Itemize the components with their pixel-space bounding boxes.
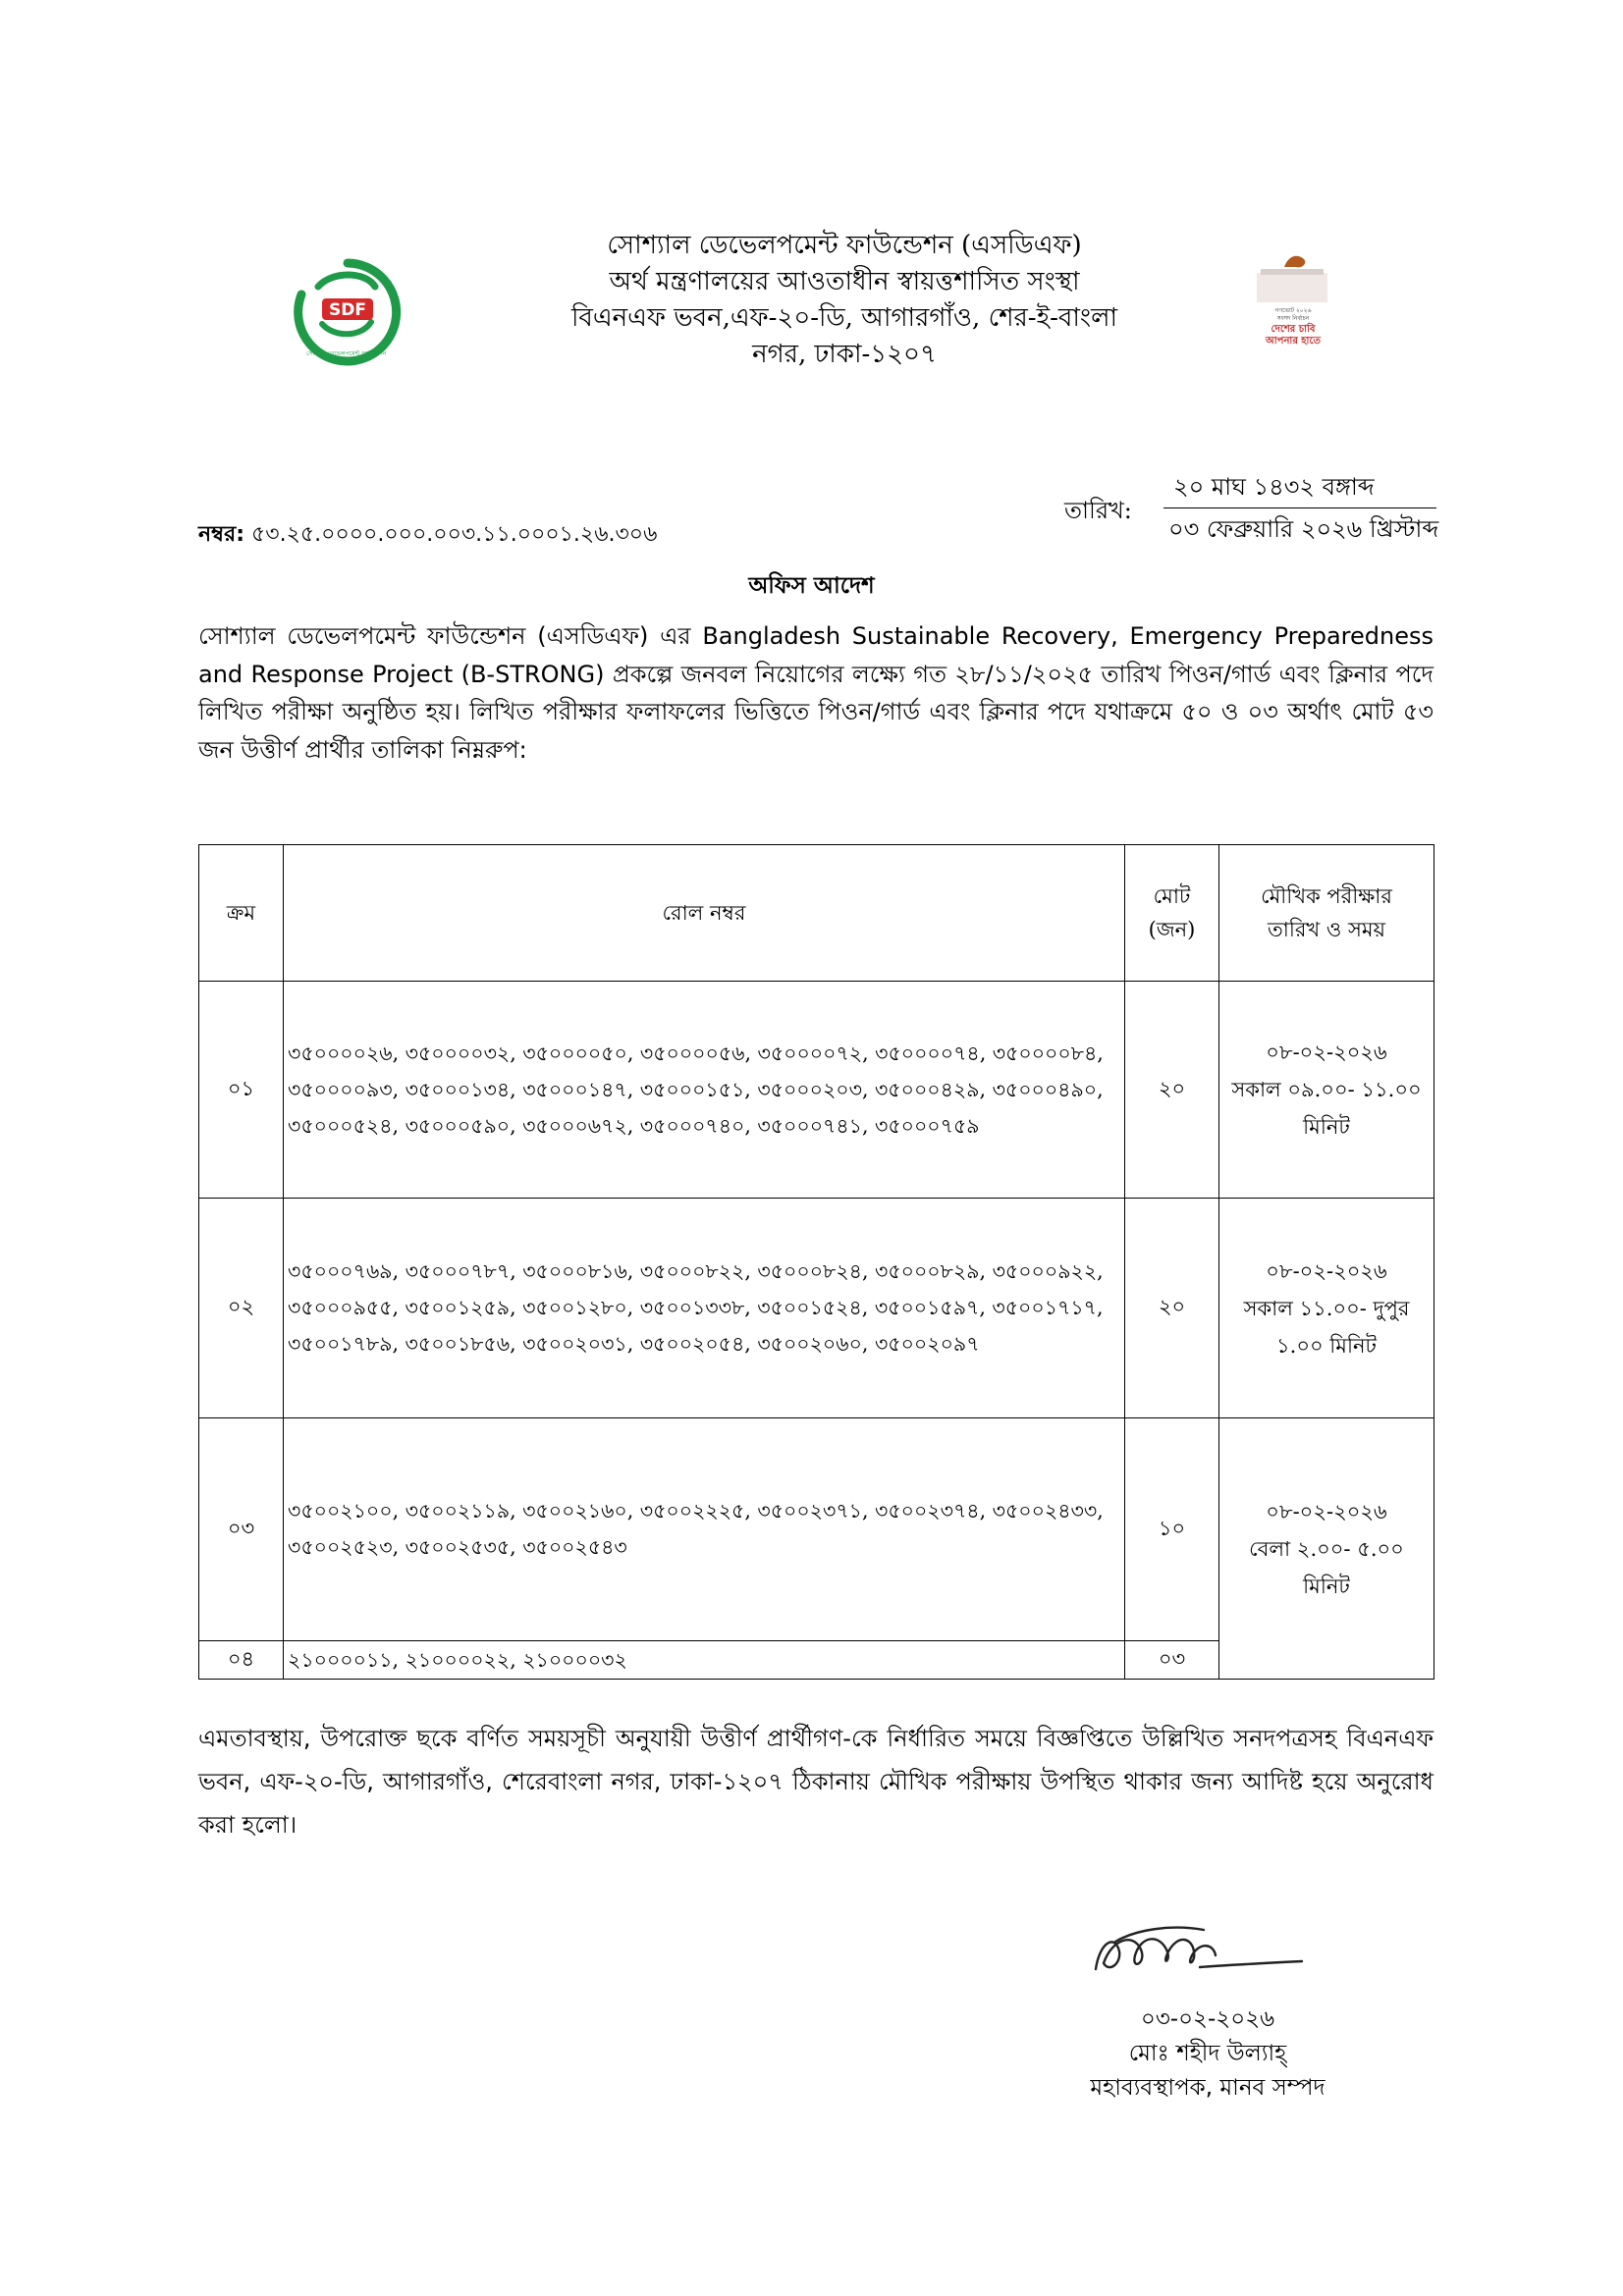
date-label: তারিখ: [1064,497,1132,524]
row-rolls: ২১০০০০১১, ২১০০০০২২, ২১০০০০৩২ [284,1641,1125,1680]
row-serial: ০৩ [199,1418,284,1641]
election-logo-line4: আপনার হাতে [1266,336,1321,347]
election-logo [1239,247,1347,359]
row-serial: ০২ [199,1199,284,1418]
row-viva-schedule [1219,1418,1434,1680]
row-total: ২০ [1125,1199,1219,1418]
memo-number-value: ৫৩.২৫.০০০০.০০০.০০৩.১১.০০০১.২৬.৩০৬ [251,522,658,547]
row-rolls: ৩৫০০০০২৬, ৩৫০০০০৩২, ৩৫০০০০৫০, ৩৫০০০০৫৬, ৩৫০০০০৭২, ৩৫০০০০৭৪, ৩৫০০০০৮৪, ৩৫০০০০৯৩, ৩৫০০০১৩৪, ৩৫০০০১৪৭, ৩৫০০০১৫১, ৩৫০০০২০৩, ৩৫০০০৪২৯, ৩৫০০০৪৯০, ৩৫০০০৫২৪, ৩৫০০০৫৯০, ৩৫০০০৬৭২, ৩৫০০০৭৪০, ৩৫০০০৭৪১, ৩৫০০০৭৫৯ [284,982,1125,1199]
signatory-name: মোঃ শহীদ উল্যাহ্ [1128,2041,1287,2066]
org-address-line2: নগর, ঢাকা-১২০৭ [752,340,937,369]
org-ministry: অর্থ মন্ত্রণালয়ের আওতাধীন স্বায়ত্তশাসিত সংস্থা [609,267,1080,296]
header-total [1125,845,1219,982]
date-bangla: ২০ মাঘ ১৪৩২ বঙ্গাব্দ [1173,473,1375,501]
org-address-line1: বিএনএফ ভবন,এফ-২০-ডি, আগারগাঁও, শের-ই-বাংলা [570,303,1118,333]
row-viva-schedule [1219,1199,1434,1418]
viva-unit: ১.০০ মিনিট [1276,1333,1377,1358]
viva-date: ০৮-০২-২০২৬ [1266,1041,1387,1064]
date-divider [1163,507,1436,508]
row-rolls: ৩৫০০০৭৬৯, ৩৫০০০৭৮৭, ৩৫০০০৮১৬, ৩৫০০০৮২২, ৩৫০০০৮২৪, ৩৫০০০৮২৯, ৩৫০০০৯২২, ৩৫০০০৯৫৫, ৩৫০০১২৫৯, ৩৫০০১২৮০, ৩৫০০১৩৩৮, ৩৫০০১৫২৪, ৩৫০০১৫৯৭, ৩৫০০১৭১৭, ৩৫০০১৭৮৯, ৩৫০০১৮৫৬, ৩৫০০২০৩১, ৩৫০০২০৫৪, ৩৫০০২০৬০, ৩৫০০২০৯৭ [284,1199,1125,1418]
row-serial: ০১ [199,982,284,1199]
signature-date: ০৩-০২-২০২৬ [1140,2006,1275,2032]
header-roll: রোল নম্বর [284,845,1125,982]
signatory-designation: মহাব্যবস্থাপক, মানব সম্পদ [1090,2075,1325,2101]
viva-date: ০৮-০২-২০২৬ [1266,1258,1387,1283]
intro-paragraph: সোশ্যাল ডেভেলপমেন্ট ফাউন্ডেশন (এসডিএফ) এর Bangladesh Sustainable Recovery, Emergency Preparedness and Response Project (B-STRONG) প্রকল্পে জনবল নিয়োগের লক্ষ্যে গত ২৮/১১/২০২৫ তারিখ পিওন/গার্ড এবং ক্লিনার পদে লিখিত পরীক্ষা অনুষ্ঠিত হয়। লিখিত পরীক্ষার ফলাফলের ভিত্তিতে পিওন/গার্ড এবং ক্লিনার পদে যথাক্রমে ৫০ ও ০৩ অর্থাৎ মোট ৫৩ জন উত্তীর্ণ প্রার্থীর তালিকা নিম্নরুপ: [198,622,1434,764]
organization-header [471,228,1217,373]
table-header-row [199,845,1434,982]
row-viva-schedule [1219,982,1434,1199]
memo-number-label: নম্বর: [198,522,244,547]
org-name: সোশ্যাল ডেভেলপমেন্ট ফাউন্ডেশন (এসডিএফ) [607,231,1082,260]
viva-unit: মিনিট [1303,1115,1350,1139]
viva-date: ০৮-০২-২০২৬ [1266,1499,1387,1523]
header-total-line1: মোট [1153,884,1191,908]
viva-time: সকাল ১১.০০- দুপুর [1243,1296,1410,1320]
hand-icon [1284,256,1305,268]
election-logo-line1: গণভোট ২০২৬ [1274,307,1312,314]
sdf-logo-ring-text: সোশ্যাল ডেভেলপমেন্ট ফাউন্ডেশন [306,350,387,357]
header-total-line2: (জন) [1148,918,1196,941]
memo-number [198,517,657,554]
candidate-table [198,844,1434,1680]
table-row [199,982,1434,1199]
table-row [199,1199,1434,1418]
sdf-logo-text: SDF [329,300,366,320]
row-total: ০৩ [1125,1641,1219,1680]
viva-unit: মিনিট [1303,1574,1350,1598]
signature [1076,1912,1310,1991]
header-viva-line1: মৌখিক পরীক্ষার [1261,884,1392,908]
page-title: অফিস আদেশ [748,573,875,599]
viva-time: সকাল ০৯.০০- ১১.০০ [1231,1078,1422,1101]
row-total: ২০ [1125,982,1219,1199]
closing-paragraph: এমতাবস্থায়, উপরোক্ত ছকে বর্ণিত সময়সূচী অনুযায়ী উত্তীর্ণ প্রার্থীগণ-কে নির্ধারিত সময়ে বিজ্ঞপ্তিতে উল্লিখিত সনদপত্রসহ বিএনএফ ভবন, এফ-২০-ডি, আগারগাঁও, শেরেবাংলা নগর, ঢাকা-১২০৭ ঠিকানায় মৌখিক পরীক্ষায় উপস্থিত থাকার জন্য আদিষ্ট হয়ে অনুরোধ করা হলো। [198,1725,1434,1839]
date-english: ০৩ ফেব্রুয়ারি ২০২৬ খ্রিস্টাব্দ [1168,515,1439,543]
header-viva-line2: তারিখ ও সময় [1268,918,1385,941]
row-rolls: ৩৫০০২১০০, ৩৫০০২১১৯, ৩৫০০২১৬০, ৩৫০০২২২৫, ৩৫০০২৩৭১, ৩৫০০২৩৭৪, ৩৫০০২৪৩৩, ৩৫০০২৫২৩, ৩৫০০২৫৩৫, ৩৫০০২৫৪৩ [284,1418,1125,1641]
header-viva [1219,845,1434,982]
viva-time: বেলা ২.০০- ৫.০০ [1249,1536,1404,1561]
row-serial: ০৪ [199,1641,284,1680]
row-total: ১০ [1125,1418,1219,1641]
election-logo-line3: দেশের চাবি [1271,324,1316,335]
table-row [199,1418,1434,1641]
election-logo-line2: সংসদ নির্বাচন [1276,315,1310,322]
sdf-logo [293,257,403,367]
header-serial: ক্রম [199,845,284,982]
